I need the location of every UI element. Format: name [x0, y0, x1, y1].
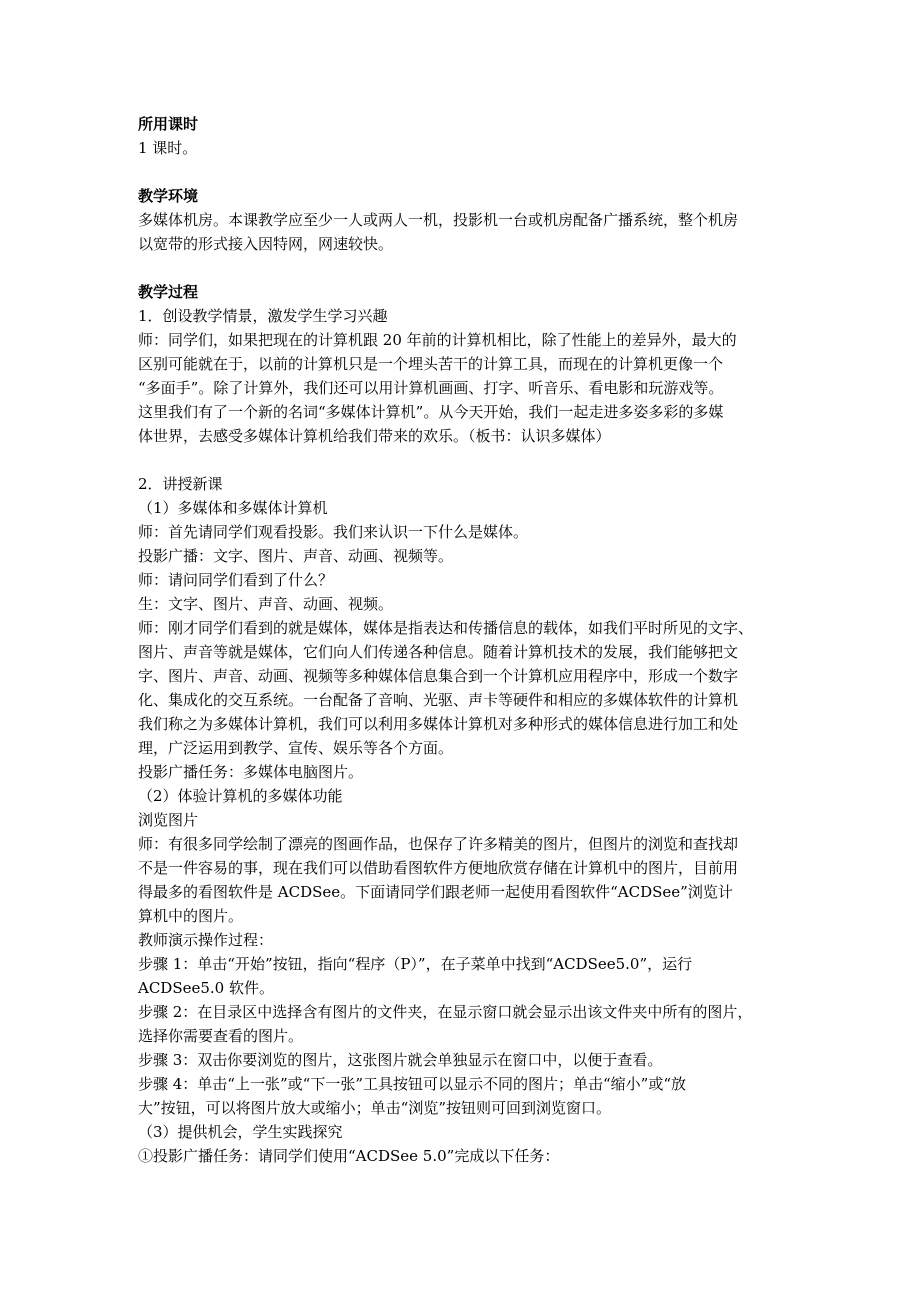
text-line: 多媒体机房。本课教学应至少一人或两人一机，投影机一台或机房配备广播系统，整个机房	[138, 211, 739, 229]
text-line: 我们称之为多媒体计算机，我们可以利用多媒体计算机对多种形式的媒体信息进行加工和处	[138, 715, 739, 733]
text-line: （3）提供机会，学生实践探究	[138, 1123, 343, 1141]
text-line: 教师演示操作过程：	[138, 931, 274, 949]
text-line: 选择你需要查看的图片。	[138, 1027, 304, 1045]
text-line: 不是一件容易的事，现在我们可以借助看图软件方便地欣赏存储在计算机中的图片，目前用	[138, 859, 739, 877]
section-title-process: 教学过程	[138, 283, 199, 301]
text-line: 得最多的看图软件是 ACDSee。下面请同学们跟老师一起使用看图软件“ACDSee”浏览计	[138, 883, 733, 901]
text-line: （2）体验计算机的多媒体功能	[138, 787, 343, 805]
spacer	[138, 256, 788, 280]
environment-body	[138, 208, 788, 256]
text-line: 区别可能就在于，以前的计算机只是一个埋头苦干的计算工具，而现在的计算机更像一个	[138, 355, 724, 373]
text-line: 步骤 3：双击你要浏览的图片，这张图片就会单独显示在窗口中，以便于查看。	[138, 1051, 663, 1069]
step1-body	[138, 328, 788, 448]
text-line: 师：刚才同学们看到的就是媒体，媒体是指表达和传播信息的载体，如我们平时所见的文字、	[138, 619, 754, 637]
text-line: 步骤 1：单击“开始”按钮，指向“程序（P）”，在子菜单中找到“ACDSee5.0”，运行	[138, 955, 693, 973]
text-line: （1）多媒体和多媒体计算机	[138, 499, 328, 517]
text-line: 以宽带的形式接入因特网，网速较快。	[138, 235, 394, 253]
text-line: 师：有很多同学绘制了漂亮的图画作品，也保存了许多精美的图片，但图片的浏览和查找却	[138, 835, 739, 853]
text-line: 理，广泛运用到教学、宣传、娱乐等各个方面。	[138, 739, 454, 757]
step2-body	[138, 496, 788, 1168]
text-line: 大”按钮，可以将图片放大或缩小；单击“浏览”按钮则可回到浏览窗口。	[138, 1099, 612, 1117]
hours-body: 1 课时。	[138, 139, 198, 157]
text-line: 师：同学们，如果把现在的计算机跟 20 年前的计算机相比，除了性能上的差异外，最大的	[138, 331, 737, 349]
text-line: 浏览图片	[138, 811, 199, 829]
step2-heading: 2．讲授新课	[138, 475, 223, 493]
text-line: 化、集成化的交互系统。一台配备了音响、光驱、声卡等硬件和相应的多媒体软件的计算机	[138, 691, 739, 709]
text-line: 算机中的图片。	[138, 907, 244, 925]
spacer	[138, 448, 788, 472]
text-line: 投影广播任务：多媒体电脑图片。	[138, 763, 364, 781]
text-line: 师：请问同学们看到了什么？	[138, 571, 334, 589]
text-line: 图片、声音等就是媒体，它们向人们传递各种信息。随着计算机技术的发展，我们能够把文	[138, 643, 739, 661]
section-title-environment: 教学环境	[138, 187, 199, 205]
text-line: “多面手”。除了计算外，我们还可以用计算机画画、打字、听音乐、看电影和玩游戏等。	[138, 379, 724, 397]
spacer	[138, 160, 788, 184]
text-line: 师：首先请同学们观看投影。我们来认识一下什么是媒体。	[138, 523, 529, 541]
text-line: 生：文字、图片、声音、动画、视频。	[138, 595, 394, 613]
text-line: ACDSee5.0 软件。	[138, 979, 274, 997]
text-line: 步骤 2：在目录区中选择含有图片的文件夹，在显示窗口就会显示出该文件夹中所有的图片，	[138, 1003, 753, 1021]
text-line: 步骤 4：单击“上一张”或“下一张”工具按钮可以显示不同的图片；单击“缩小”或“放	[138, 1075, 686, 1093]
text-line: ①投影广播任务：请同学们使用“ACDSee 5.0”完成以下任务：	[138, 1147, 560, 1165]
text-line: 这里我们有了一个新的名词“多媒体计算机”。从今天开始，我们一起走进多姿多彩的多媒	[138, 403, 724, 421]
text-line: 体世界，去感受多媒体计算机给我们带来的欢乐。（板书：认识多媒体）	[138, 427, 611, 445]
text-line: 投影广播：文字、图片、声音、动画、视频等。	[138, 547, 454, 565]
document-page	[138, 112, 788, 1168]
step1-heading: 1．创设教学情景，激发学生学习兴趣	[138, 307, 388, 325]
text-line: 字、图片、声音、动画、视频等多种媒体信息集合到一个计算机应用程序中，形成一个数字	[138, 667, 739, 685]
section-title-hours: 所用课时	[138, 115, 199, 133]
